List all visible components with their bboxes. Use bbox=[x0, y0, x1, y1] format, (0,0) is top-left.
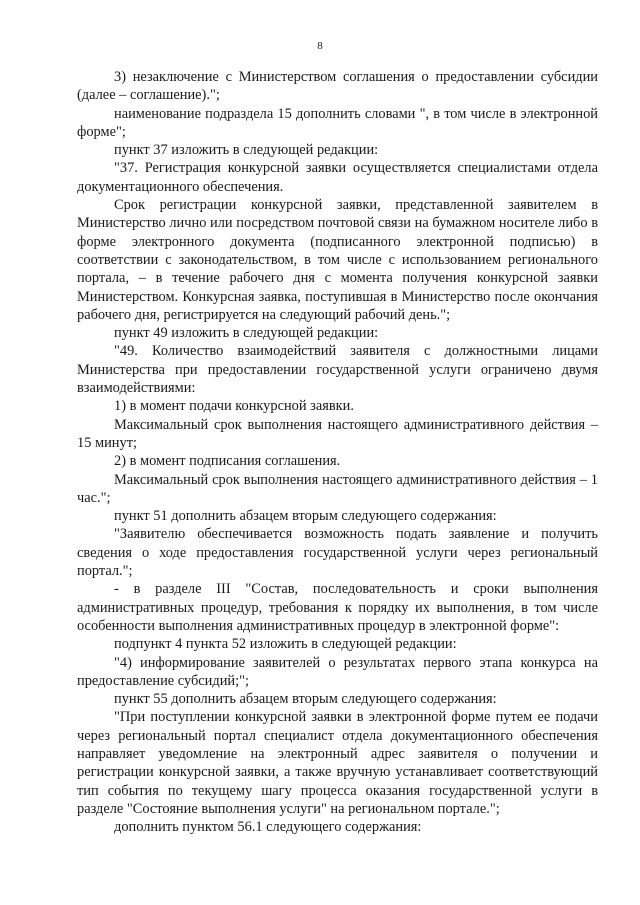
paragraph: 1) в момент подачи конкурсной заявки. bbox=[114, 398, 354, 415]
document-body bbox=[77, 68, 598, 836]
paragraph: пункт 51 дополнить абзацем вторым следующего содержания: bbox=[114, 508, 497, 525]
paragraph: пункт 55 дополнить абзацем вторым следующего содержания: bbox=[114, 691, 497, 708]
paragraph: Максимальный срок выполнения настоящего административного действия – 15 минут; bbox=[77, 416, 598, 451]
paragraph: 3) незаключение с Министерством соглашения о предоставлении субсидии (далее – соглашение)."; bbox=[77, 69, 598, 104]
paragraph: наименование подраздела 15 дополнить словами ", в том числе в электронной форме"; bbox=[77, 105, 598, 140]
paragraph: "4) информирование заявителей о результатах первого этапа конкурса на предоставление субсидий;"; bbox=[77, 654, 598, 689]
paragraph: "При поступлении конкурсной заявки в электронной форме путем ее подачи через региональный портал специалист отдела документационного обеспечения направляет уведомление на электронный адрес заявителя о получении и регистрации конкурсной заявки, а также вручную устанавливает соответствующий тип события по текущему шагу процесса оказания государственной услуги в разделе "Состояние выполнения услуги" на региональном портале."; bbox=[77, 709, 598, 817]
paragraph: "37. Регистрация конкурсной заявки осуществляется специалистами отдела документационного обеспечения. bbox=[77, 160, 598, 195]
paragraph: подпункт 4 пункта 52 изложить в следующей редакции: bbox=[114, 636, 457, 653]
paragraph: дополнить пунктом 56.1 следующего содержания: bbox=[114, 819, 422, 836]
paragraph: 2) в момент подписания соглашения. bbox=[114, 453, 341, 470]
paragraph: пункт 49 изложить в следующей редакции: bbox=[114, 325, 379, 342]
paragraph: Срок регистрации конкурсной заявки, представленной заявителем в Министерство лично или посредством почтовой связи на бумажном носителе либо в форме электронного документа (подписанного электронной подписью) в соответствии с законодательством, в том числе с использованием регионального портала, – в течение рабочего дня с момента получения конкурсной заявки Министерством. Конкурсная заявка, поступившая в Министерство после окончания рабочего дня, регистрируется на следующий рабочий день."; bbox=[77, 197, 598, 323]
paragraph: пункт 37 изложить в следующей редакции: bbox=[114, 142, 379, 159]
paragraph: Максимальный срок выполнения настоящего административного действия – 1 час."; bbox=[77, 471, 598, 506]
page-number: 8 bbox=[317, 40, 323, 52]
paragraph: "Заявителю обеспечивается возможность подать заявление и получить сведения о ходе предоставления государственной услуги через региональный портал."; bbox=[77, 526, 598, 580]
paragraph: "49. Количество взаимодействий заявителя с должностными лицами Министерства при предоставлении государственной услуги ограничено двумя взаимодействиями: bbox=[77, 343, 598, 397]
paragraph: - в разделе III "Состав, последовательность и сроки выполнения административных процедур, требования к порядку их выполнения, в том числе особенности выполнения административных процедур в электронной форме": bbox=[77, 581, 598, 634]
